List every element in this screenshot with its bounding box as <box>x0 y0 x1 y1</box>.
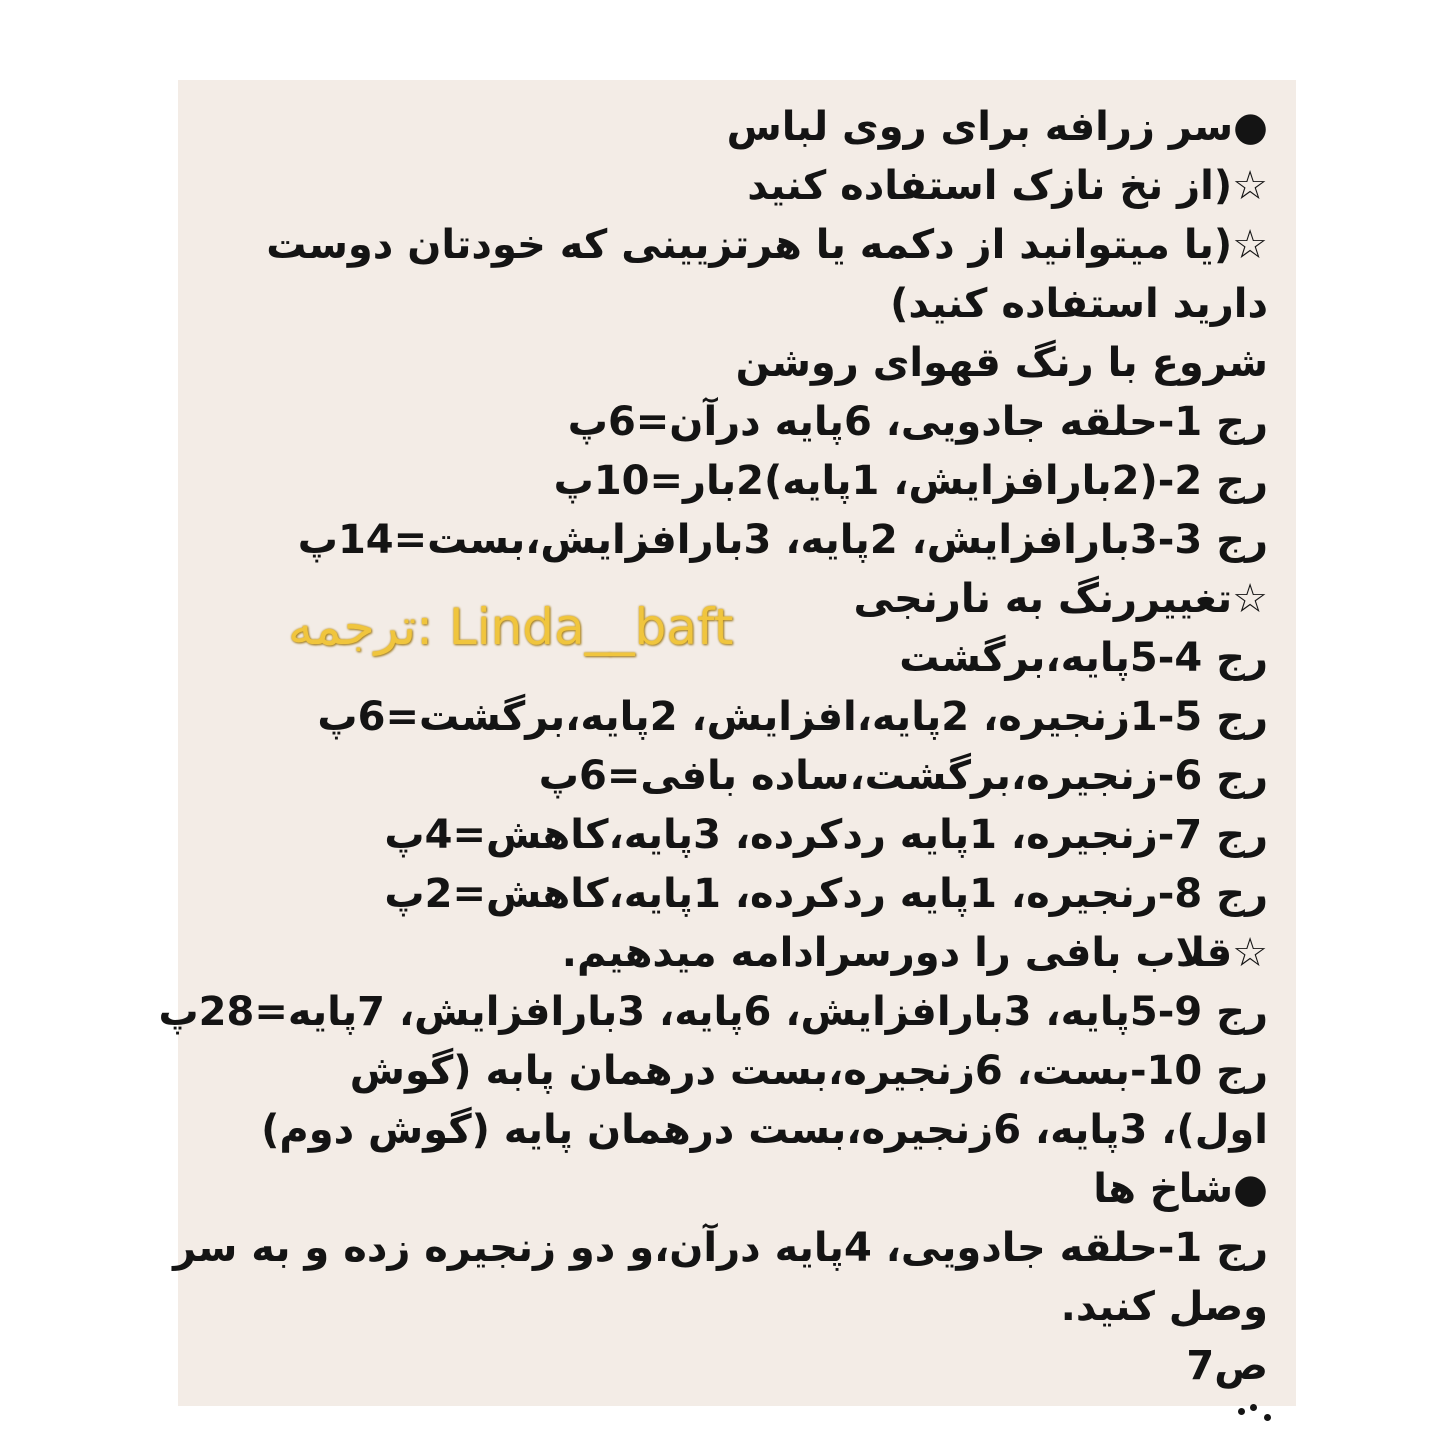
line-row-10: رج 10-بست، 6زنجیره،بست درهمان پابه (گوش <box>349 1048 1268 1094</box>
line-row-9: رج 9-5پایه، 3بارافزایش، 6پایه، 3بارافزایش، 7پایه=28پ <box>158 989 1268 1035</box>
line-row-1: رج 1-حلقه جادویی، 6پایه درآن=6پ <box>567 399 1268 445</box>
cut-off-text-fragment <box>1206 1402 1298 1440</box>
line-row-4: رج 4-5پایه،برگشت <box>899 635 1268 681</box>
line-start-color: شروع با رنگ قهوای روشن <box>735 340 1268 386</box>
line-row-3: رج 3-3بارافزایش، 2پایه، 3بارافزایش،بست=14پ <box>297 517 1268 563</box>
line-title-horns: ●شاخ ها <box>1093 1166 1268 1212</box>
line-note-thin-yarn: ☆(از نخ نازک استفاده کنید <box>747 163 1268 209</box>
line-row-8: رج 8-رنجیره، 1پایه ردکرده، 1پایه،کاهش=2پ <box>384 871 1268 917</box>
translator-watermark: ترجمه: Linda__baft <box>288 598 734 656</box>
line-row-2: رج 2-(2بارافزایش، 1پایه)2بار=10پ <box>553 458 1268 504</box>
pattern-text <box>158 98 1268 1396</box>
line-row-6: رج 6-زنجیره،برگشت،ساده بافی=6پ <box>538 753 1268 799</box>
line-color-change: ☆تغییررنگ به نارنجی <box>853 576 1268 622</box>
line-horns-row-1: رج 1-حلقه جادویی، 4پایه درآن،و دو زنجیره زده و به سر <box>173 1225 1268 1271</box>
line-title-head: ●سر زرافه برای روی لباس <box>726 104 1268 150</box>
line-row-7: رج 7-زنجیره، 1پایه ردکرده، 3پایه،کاهش=4پ <box>384 812 1268 858</box>
line-page-number: ص7 <box>1186 1343 1268 1389</box>
line-horns-row-1-cont: وصل کنید. <box>1060 1284 1268 1330</box>
line-continue-note: ☆قلاب بافی را دورسرادامه میدهیم. <box>561 930 1268 976</box>
line-row-5: رج 5-1زنجیره، 2پایه،افزایش، 2پایه،برگشت=6پ <box>317 694 1268 740</box>
line-note-button: ☆(یا میتوانید از دکمه یا هرتزیینی که خودتان دوست <box>266 222 1268 268</box>
line-row-10-cont: اول)، 3پایه، 6زنجیره،بست درهمان پایه (گوش دوم) <box>261 1107 1268 1153</box>
line-note-button-cont: دارید استفاده کنید) <box>890 281 1268 327</box>
